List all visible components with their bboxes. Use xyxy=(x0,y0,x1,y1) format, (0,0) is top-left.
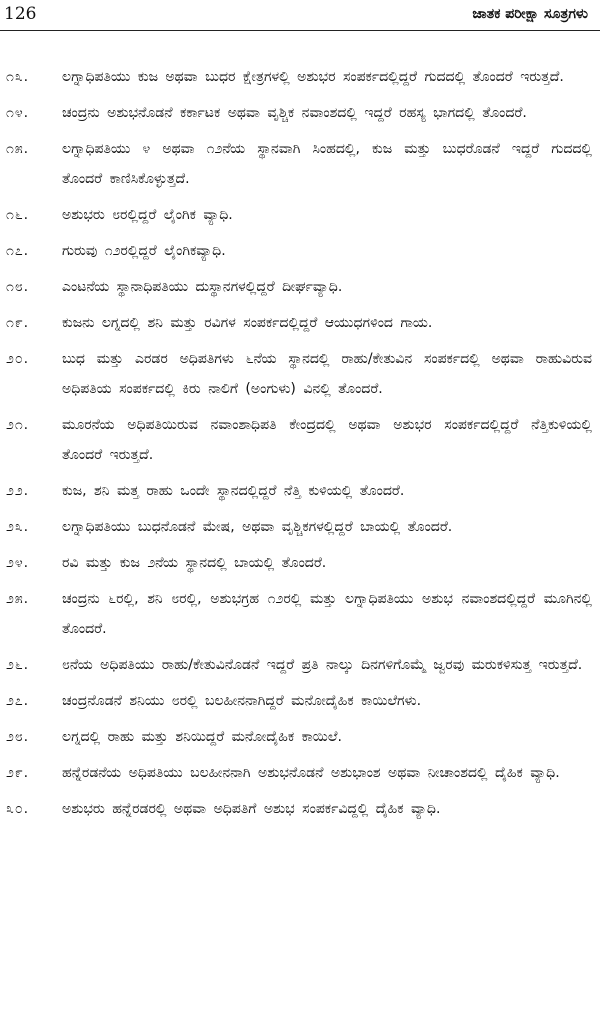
entry-number: ೨೨. xyxy=(6,483,30,499)
entry-text: ಅಶುಭರು ಹನ್ನೆರಡರಲ್ಲಿ ಅಥವಾ ಅಧಿಪತಿಗೆ ಅಶುಭ ಸಂಪರ್ಕವಿದ್ದಲ್ಲಿ ದೈಹಿಕ ವ್ಯಾಧಿ. xyxy=(62,801,441,817)
entry-number: ೨೭. xyxy=(6,693,30,709)
list-item xyxy=(0,272,600,302)
entry-text: ೮ನೆಯ ಅಧಿಪತಿಯು ರಾಹು/ಕೇತುವಿನೊಡನೆ ಇದ್ದರೆ ಪ್ರತಿ ನಾಲ್ಕು ದಿನಗಳಿಗೊಮ್ಮೆ ಜ್ವರವು ಮರುಕಳಿಸುತ್ತ ಇರುತ್ತದೆ. xyxy=(62,657,583,673)
header-rule xyxy=(0,30,600,31)
entry-text: ಚಂದ್ರನು ೬ರಲ್ಲಿ, ಶನಿ ೮ರಲ್ಲಿ, ಅಶುಭಗ್ರಹ ೧೨ರಲ್ಲಿ ಮತ್ತು ಲಗ್ನಾಧಿಪತಿಯು ಅಶುಭ ನವಾಂಶದಲ್ಲಿದ್ದರೆ ಮೂಗಿನಲ್ಲಿ ತೊಂದರೆ. xyxy=(62,591,592,637)
entry-number: ೨೩. xyxy=(6,519,30,535)
entry-text: ಚಂದ್ರನೊಡನೆ ಶನಿಯು ೮ರಲ್ಲಿ ಬಲಹೀನನಾಗಿದ್ದರೆ ಮನೋದೈಹಿಕ ಕಾಯಿಲೆಗಳು. xyxy=(62,693,422,709)
list-item xyxy=(0,794,600,824)
list-item xyxy=(0,512,600,542)
page-header xyxy=(0,0,600,34)
list-item xyxy=(0,344,600,404)
entry-text: ರವಿ ಮತ್ತು ಕುಜ ೨ನೆಯ ಸ್ಥಾನದಲ್ಲಿ ಬಾಯಲ್ಲಿ ತೊಂದರೆ. xyxy=(62,555,327,571)
entry-text: ಚಂದ್ರನು ಅಶುಭನೊಡನೆ ಕರ್ಕಾಟಕ ಅಥವಾ ವೃಶ್ಚಿಕ ನವಾಂಶದಲ್ಲಿ ಇದ್ದರೆ ರಹಸ್ಯ ಭಾಗದಲ್ಲಿ ತೊಂದರೆ. xyxy=(62,105,527,121)
entry-text: ಬುಧ ಮತ್ತು ಎರಡರ ಅಧಿಪತಿಗಳು ೬ನೆಯ ಸ್ಥಾನದಲ್ಲಿ ರಾಹು/ಕೇತುವಿನ ಸಂಪರ್ಕದಲ್ಲಿ ಅಥವಾ ರಾಹುವಿರುವ ಅಧಿಪತಿಯ ಸಂಪರ್ಕದಲ್ಲಿ ಕಿರು ನಾಲಿಗೆ (ಅಂಗುಳು) ವಿನಲ್ಲಿ ತೊಂದರೆ. xyxy=(62,351,592,397)
entry-number: ೨೯. xyxy=(6,765,30,781)
entry-number: ೧೭. xyxy=(6,243,30,259)
entry-text: ಲಗ್ನದಲ್ಲಿ ರಾಹು ಮತ್ತು ಶನಿಯಿದ್ದರೆ ಮನೋದೈಹಿಕ ಕಾಯಿಲೆ. xyxy=(62,729,342,745)
entry-text: ಹನ್ನೆರಡನೆಯ ಅಧಿಪತಿಯು ಬಲಹೀನನಾಗಿ ಅಶುಭನೊಡನೆ ಅಶುಭಾಂಶ ಅಥವಾ ನೀಚಾಂಶದಲ್ಲಿ ದೈಹಿಕ ವ್ಯಾಧಿ. xyxy=(62,765,560,781)
list-item xyxy=(0,98,600,128)
entry-text: ಮೂರನೆಯ ಅಧಿಪತಿಯಿರುವ ನವಾಂಶಾಧಿಪತಿ ಕೇಂದ್ರದಲ್ಲಿ ಅಥವಾ ಅಶುಭರ ಸಂಪರ್ಕದಲ್ಲಿದ್ದರೆ ನೆತ್ತಿಕುಳಿಯಲ್ಲಿ ತೊಂದರೆ ಇರುತ್ತದೆ. xyxy=(62,417,592,463)
entry-number: ೨೮. xyxy=(6,729,30,745)
list-item xyxy=(0,548,600,578)
entry-text: ಗುರುವು ೧೨ರಲ್ಲಿದ್ದರೆ ಲೈಂಗಿಕವ್ಯಾಧಿ. xyxy=(62,243,226,259)
list-item xyxy=(0,476,600,506)
entry-number: ೧೫. xyxy=(6,141,30,157)
list-item xyxy=(0,686,600,716)
entry-number: ೨೬. xyxy=(6,657,30,673)
list-item xyxy=(0,722,600,752)
list-item xyxy=(0,584,600,644)
entry-text: ಲಗ್ನಾಧಿಪತಿಯು ಬುಧನೊಡನೆ ಮೇಷ, ಅಥವಾ ವೃಶ್ಚಿಕಗಳಲ್ಲಿದ್ದರೆ ಬಾಯಲ್ಲಿ ತೊಂದರೆ. xyxy=(62,519,453,535)
list-item xyxy=(0,410,600,470)
entry-number: ೨೫. xyxy=(6,591,30,607)
entry-number: ೧೯. xyxy=(6,315,30,331)
entry-text: ಲಗ್ನಾಧಿಪತಿಯು ೪ ಅಥವಾ ೧೨ನೆಯ ಸ್ಥಾನವಾಗಿ ಸಿಂಹದಲ್ಲಿ, ಕುಜ ಮತ್ತು ಬುಧರೊಡನೆ ಇದ್ದರೆ ಗುದದಲ್ಲಿ ತೊಂದರೆ ಕಾಣಿಸಿಕೊಳ್ಳುತ್ತದೆ. xyxy=(62,141,592,187)
entry-text: ಕುಜ, ಶನಿ ಮತ್ತ ರಾಹು ಒಂದೇ ಸ್ಥಾನದಲ್ಲಿದ್ದರೆ ನೆತ್ತಿ ಕುಳಿಯಲ್ಲಿ ತೊಂದರೆ. xyxy=(62,483,405,499)
entry-number: ೩೦. xyxy=(6,801,30,817)
entry-text: ಕುಜನು ಲಗ್ನದಲ್ಲಿ ಶನಿ ಮತ್ತು ರವಿಗಳ ಸಂಪರ್ಕದಲ್ಲಿದ್ದರೆ ಆಯುಧಗಳಿಂದ ಗಾಯ. xyxy=(62,315,433,331)
entry-number: ೨೦. xyxy=(6,351,30,367)
list-item xyxy=(0,236,600,266)
entry-text: ಅಶುಭರು ೮ರಲ್ಲಿದ್ದರೆ ಲೈಂಗಿಕ ವ್ಯಾಧಿ. xyxy=(62,207,233,223)
running-title: ಜಾತಕ ಪರೀಕ್ಷಾ ಸೂತ್ರಗಳು xyxy=(472,6,588,22)
entry-text: ಲಗ್ನಾಧಿಪತಿಯು ಕುಜ ಅಥವಾ ಬುಧರ ಕ್ಷೇತ್ರಗಳಲ್ಲಿ ಅಶುಭರ ಸಂಪರ್ಕದಲ್ಲಿದ್ದರೆ ಗುದದಲ್ಲಿ ತೊಂದರೆ ಇರುತ್ತದೆ. xyxy=(62,69,564,85)
entry-number: ೧೮. xyxy=(6,279,30,295)
list-item xyxy=(0,200,600,230)
list-item xyxy=(0,134,600,194)
entry-number: ೨೪. xyxy=(6,555,30,571)
entry-number: ೧೩. xyxy=(6,69,30,85)
entry-number: ೨೧. xyxy=(6,417,30,433)
entry-number: ೧೬. xyxy=(6,207,30,223)
list-item xyxy=(0,308,600,338)
entry-list xyxy=(0,62,600,830)
entry-number: ೧೪. xyxy=(6,105,30,121)
list-item xyxy=(0,758,600,788)
list-item xyxy=(0,62,600,92)
entry-text: ಎಂಟನೆಯ ಸ್ಥಾನಾಧಿಪತಿಯು ದುಸ್ಥಾನಗಳಲ್ಲಿದ್ದರೆ ದೀರ್ಘವ್ಯಾಧಿ. xyxy=(62,279,343,295)
list-item xyxy=(0,650,600,680)
page-number: 126 xyxy=(4,4,37,24)
